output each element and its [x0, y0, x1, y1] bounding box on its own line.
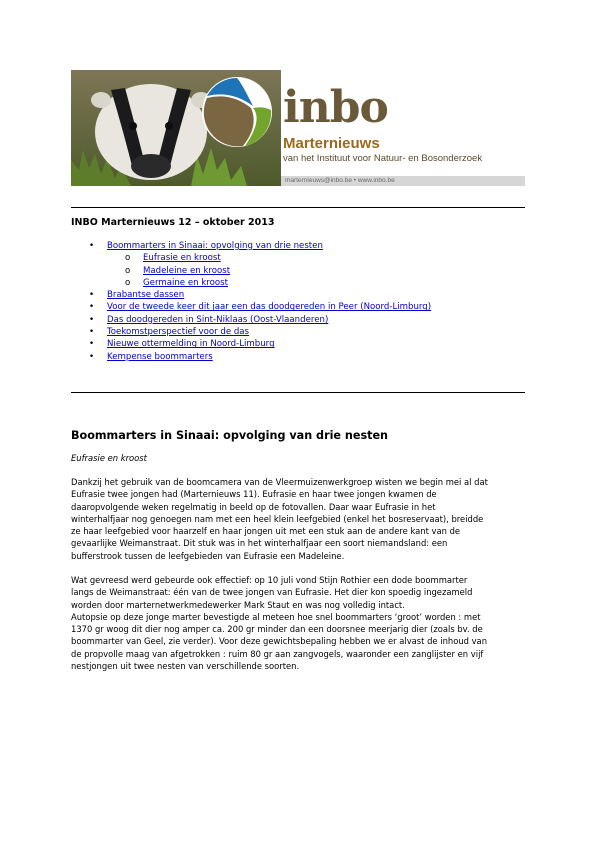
- text-line: boommarter van Geel, zie verder). Voor deze gewichtsbepaling hebben we er alvast de inhoud van: [71, 636, 487, 647]
- text-line: nestjongen uit twee nesten van verschillende soorten.: [71, 661, 300, 672]
- bullet-icon: o: [125, 277, 131, 288]
- text-line: Autopsie op deze jonge marter bevestigde al meteen hoe snel boommarters ‘groot’ worden : met: [71, 611, 481, 622]
- toc-link[interactable]: Das doodgereden in Sint-Niklaas (Oost-Vlaanderen): [107, 314, 329, 325]
- inbo-logo-mark: [201, 76, 273, 148]
- text-line: daaropvolgende weken regelmatig in beeld op de fotovallen. Daar waar Eufrasie in het: [71, 501, 436, 512]
- toc-subitem[interactable]: [71, 277, 525, 289]
- toc-item[interactable]: [71, 240, 525, 252]
- toc-link[interactable]: Eufrasie en kroost: [143, 253, 221, 264]
- text-line: langs de Weimanstraat: één van de twee jongen van Eufrasie. Het dier kon spoedig ingezameld: [71, 587, 473, 598]
- table-of-contents: [71, 240, 525, 363]
- toc-item[interactable]: [71, 351, 525, 363]
- institute-subtitle: van het Instituut voor Natuur- en Bosonderzoek: [283, 153, 483, 164]
- text-line: winterhalfjaar nog genoegen nam met een heel klein leefgebied (enkel het bosreservaat), breidde: [71, 513, 484, 524]
- toc-item[interactable]: [71, 314, 525, 326]
- toc-item[interactable]: [71, 338, 525, 350]
- toc-item[interactable]: [71, 326, 525, 338]
- issue-title: INBO Marternieuws 12 – oktober 2013: [71, 217, 275, 228]
- toc-item[interactable]: [71, 289, 525, 301]
- text-line: ze haar leefgebied voor haarzelf en haar jongen uit met een stuk aan de andere kant van de: [71, 526, 461, 537]
- logo-mark-icon: [201, 76, 273, 148]
- text-line: 1370 gr woog dit dier nog amper ca. 200 gr minder dan een doorsnee meerjarig dier (zoals bv. de: [71, 624, 483, 635]
- bullet-icon: o: [125, 253, 131, 264]
- bullet-icon: •: [89, 314, 95, 325]
- toc-link[interactable]: Kempense boommarters: [107, 351, 213, 362]
- bullet-icon: •: [89, 339, 95, 350]
- toc-subitem[interactable]: [71, 252, 525, 264]
- toc-link[interactable]: Madeleine en kroost: [143, 265, 231, 276]
- text-line: Wat gevreesd werd gebeurde ook effectief: op 10 juli vond Stijn Rothier een dode boommarter: [71, 575, 468, 585]
- text-line: de propvolle maag van afgetrokken : ruim 80 gr aan zangvogels, waaronder een zanglijster en vijf: [71, 648, 484, 659]
- text-line: worden door marternetwerkmedewerker Mark Staut en was nog volledig intact.: [71, 599, 405, 610]
- newsletter-name: Marternieuws: [283, 135, 380, 152]
- toc-link[interactable]: Toekomstperspectief voor de das: [107, 327, 250, 338]
- bullet-icon: o: [125, 265, 131, 276]
- article-heading: Boommarters in Sinaai: opvolging van drie nesten: [71, 429, 389, 442]
- article-subheading: Eufrasie en kroost: [71, 453, 147, 463]
- toc-subitem[interactable]: [71, 265, 525, 277]
- text-line: Eufrasie twee jongen had (Marternieuws 11). Eufrasie en haar twee jongen kwamen de: [71, 489, 437, 500]
- article-paragraph-1: [71, 476, 525, 562]
- bullet-icon: •: [89, 302, 95, 313]
- toc-link[interactable]: Brabantse dassen: [107, 290, 185, 301]
- text-line: Dankzij het gebruik van de boomcamera van de Vleermuizenwerkgroep wisten we begin mei al dat: [71, 477, 488, 487]
- bullet-icon: •: [89, 241, 95, 251]
- text-line: gevaarlijke Weimanstraat. Dit stuk was in het winterhalfjaar een soort niemandsland: een: [71, 538, 448, 549]
- bullet-icon: •: [89, 327, 95, 338]
- toc-link[interactable]: Boommarters in Sinaai: opvolging van drie nesten: [107, 241, 323, 251]
- contact-bar: [281, 176, 525, 186]
- toc-link[interactable]: Voor de tweede keer dit jaar een das doodgereden in Peer (Noord-Limburg): [107, 302, 432, 313]
- logo-text: inbo: [283, 82, 388, 133]
- text-line: bufferstrook tussen de leefgebieden van Eufrasie een Madeleine.: [71, 550, 345, 561]
- toc-link[interactable]: Nieuwe ottermelding in Noord-Limburg: [107, 339, 275, 350]
- divider-bottom: [71, 392, 525, 393]
- header-banner: [71, 70, 525, 186]
- contact-text: marternieuws@inbo.be • www.inbo.be: [285, 177, 395, 184]
- toc-link[interactable]: Germaine en kroost: [143, 277, 228, 288]
- bullet-icon: •: [89, 351, 95, 362]
- toc-item[interactable]: [71, 301, 525, 313]
- bullet-icon: •: [89, 290, 95, 301]
- divider-top: [71, 207, 525, 208]
- article-paragraph-2: [71, 574, 525, 672]
